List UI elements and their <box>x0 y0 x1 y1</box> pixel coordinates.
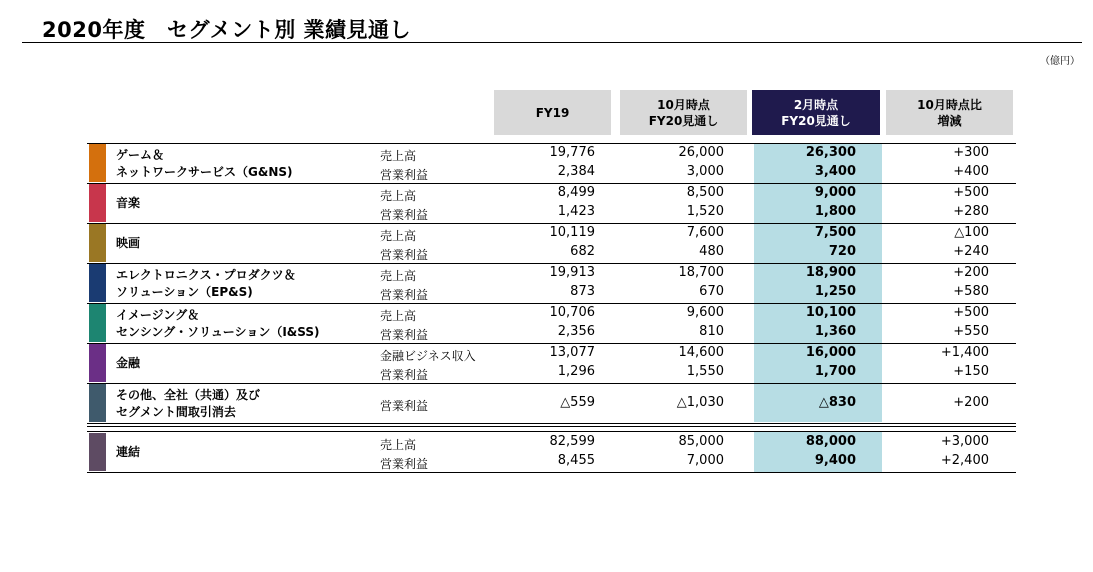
value-october-forecast: 9,600 <box>686 305 724 320</box>
value-fy19: 8,455 <box>557 453 595 468</box>
value-change: +2,400 <box>940 453 989 468</box>
header-february <box>752 90 880 135</box>
segment-divider <box>87 303 1016 304</box>
value-february-forecast: 88,000 <box>805 434 856 449</box>
segment-color-bar <box>89 184 106 222</box>
header-october-line2: FY20見通し <box>648 113 719 128</box>
segment-color-bar <box>89 144 106 182</box>
header-october <box>620 90 747 135</box>
unit-label: （億円） <box>1040 56 1080 67</box>
table-bottom-rule <box>87 472 1016 473</box>
value-change: +300 <box>953 145 989 160</box>
row-item-label: 営業利益 <box>380 399 429 413</box>
value-october-forecast: 26,000 <box>678 145 724 160</box>
value-october-forecast: 670 <box>699 284 724 299</box>
value-october-forecast: 18,700 <box>678 265 724 280</box>
segment-name-line2: ネットワークサービス（G&NS) <box>116 165 293 179</box>
value-change: +400 <box>953 164 989 179</box>
value-change: +200 <box>953 395 989 410</box>
value-october-forecast: 7,600 <box>686 225 724 240</box>
row-item-label: 売上高 <box>380 309 417 323</box>
value-february-forecast: 7,500 <box>814 225 856 240</box>
row-item-label: 売上高 <box>380 229 417 243</box>
row-item-label: 金融ビジネス収入 <box>380 349 476 363</box>
row-item-label: 営業利益 <box>380 368 429 382</box>
value-october-forecast: 3,000 <box>686 164 724 179</box>
row-item-label: 営業利益 <box>380 208 429 222</box>
value-february-forecast: 18,900 <box>805 265 856 280</box>
value-october-forecast: 810 <box>699 324 724 339</box>
value-february-forecast: 720 <box>828 244 856 259</box>
value-fy19: 10,119 <box>549 225 595 240</box>
value-fy19: 2,356 <box>557 324 595 339</box>
consolidated-divider-line <box>87 431 1016 432</box>
segment-name-line2: セグメント間取引消去 <box>116 405 236 419</box>
header-february-line1: 2月時点 <box>793 97 839 112</box>
segment-divider <box>87 343 1016 344</box>
row-item-label: 売上高 <box>380 438 417 452</box>
value-fy19: 13,077 <box>549 345 595 360</box>
value-change: +200 <box>953 265 989 280</box>
segment-color-bar <box>89 264 106 302</box>
segment-divider <box>87 423 1016 424</box>
segment-divider <box>87 183 1016 184</box>
header-fy19 <box>494 90 611 135</box>
value-change: +500 <box>953 185 989 200</box>
value-change: +280 <box>953 204 989 219</box>
value-february-forecast: 9,400 <box>814 453 856 468</box>
consolidated-color-bar <box>89 433 106 471</box>
row-item-label: 営業利益 <box>380 248 429 262</box>
row-item-label: 売上高 <box>380 149 417 163</box>
header-fy19-label: FY19 <box>535 105 570 120</box>
value-change: +580 <box>953 284 989 299</box>
segment-name-line1: イメージング＆ <box>116 308 200 322</box>
value-change: +3,000 <box>940 434 989 449</box>
header-change <box>886 90 1013 135</box>
page-title: 2020年度 セグメント別 業績見通し <box>42 18 412 42</box>
table-top-rule <box>87 143 1016 144</box>
segment-name: 音楽 <box>116 196 141 210</box>
value-fy19: 682 <box>570 244 595 259</box>
segment-name-line2: ソリューション（EP&S) <box>116 285 253 299</box>
value-change: △100 <box>954 225 989 240</box>
value-fy19: 19,913 <box>549 265 595 280</box>
value-february-forecast: 3,400 <box>814 164 856 179</box>
header-february-line2: FY20見通し <box>781 113 851 128</box>
header-change-line1: 10月時点比 <box>917 97 982 112</box>
value-february-forecast: 1,800 <box>814 204 856 219</box>
value-change: +240 <box>953 244 989 259</box>
value-october-forecast: 1,550 <box>686 364 724 379</box>
value-fy19: 19,776 <box>549 145 595 160</box>
row-item-label: 営業利益 <box>380 168 429 182</box>
value-fy19: 10,706 <box>549 305 595 320</box>
value-february-forecast: △830 <box>818 395 856 410</box>
segment-divider <box>87 383 1016 384</box>
value-october-forecast: 14,600 <box>678 345 724 360</box>
row-item-label: 売上高 <box>380 269 417 283</box>
value-october-forecast: 480 <box>699 244 724 259</box>
value-fy19: 873 <box>570 284 595 299</box>
segment-color-bar <box>89 224 106 262</box>
value-fy19: 8,499 <box>557 185 595 200</box>
value-february-forecast: 10,100 <box>805 305 856 320</box>
value-february-forecast: 1,700 <box>814 364 856 379</box>
row-item-label: 営業利益 <box>380 328 429 342</box>
value-october-forecast: △1,030 <box>676 395 724 410</box>
segment-name: 映画 <box>116 236 141 250</box>
segment-color-bar <box>89 384 106 422</box>
value-fy19: 82,599 <box>549 434 595 449</box>
row-item-label: 営業利益 <box>380 288 429 302</box>
value-february-forecast: 1,250 <box>814 284 856 299</box>
value-october-forecast: 7,000 <box>686 453 724 468</box>
segment-divider <box>87 263 1016 264</box>
consolidated-divider-line <box>87 426 1016 427</box>
segment-name-line1: エレクトロニクス・プロダクツ＆ <box>116 268 296 282</box>
value-october-forecast: 1,520 <box>686 204 724 219</box>
segment-name-line2: センシング・ソリューション（I&SS) <box>116 325 320 339</box>
segment-name-line1: その他、全社（共通）及び <box>116 388 261 402</box>
segment-name-line1: ゲーム＆ <box>116 148 165 162</box>
header-change-line2: 増減 <box>937 113 962 128</box>
row-item-label: 営業利益 <box>380 457 429 471</box>
value-change: +550 <box>953 324 989 339</box>
value-fy19: 1,296 <box>557 364 595 379</box>
segment-name: 金融 <box>116 356 141 370</box>
segment-divider <box>87 223 1016 224</box>
value-february-forecast: 1,360 <box>814 324 856 339</box>
value-change: +500 <box>953 305 989 320</box>
segment-color-bar <box>89 344 106 382</box>
value-october-forecast: 85,000 <box>678 434 724 449</box>
value-february-forecast: 26,300 <box>805 145 856 160</box>
value-february-forecast: 9,000 <box>814 185 856 200</box>
value-change: +1,400 <box>940 345 989 360</box>
value-fy19: 2,384 <box>557 164 595 179</box>
value-february-forecast: 16,000 <box>805 345 856 360</box>
value-fy19: △559 <box>560 395 595 410</box>
row-item-label: 売上高 <box>380 189 417 203</box>
consolidated-name: 連結 <box>116 445 141 459</box>
value-change: +150 <box>953 364 989 379</box>
segment-color-bar <box>89 304 106 342</box>
title-underline <box>22 42 1082 43</box>
value-october-forecast: 8,500 <box>686 185 724 200</box>
header-october-line1: 10月時点 <box>657 97 710 112</box>
value-fy19: 1,423 <box>557 204 595 219</box>
